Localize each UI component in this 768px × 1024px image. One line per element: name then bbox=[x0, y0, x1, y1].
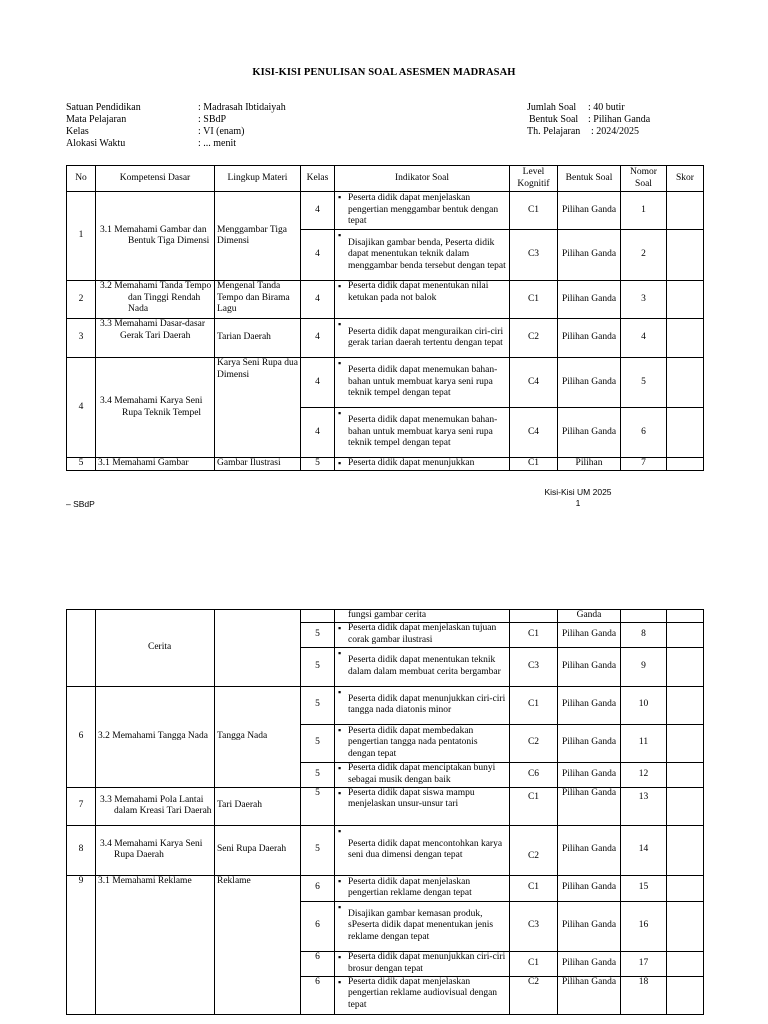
info-value: : Madrasah Ibtidaiyah bbox=[198, 102, 286, 113]
cell-lm: Mengenal Tanda Tempo dan Birama Lagu bbox=[215, 281, 301, 319]
cell-kd: 3.4 Memahami Karya Seni Rupa Daerah bbox=[96, 825, 215, 875]
cell-skor bbox=[667, 825, 704, 875]
table-row bbox=[67, 358, 704, 408]
cell-indikator: ▪ Peserta didik dapat menunjukkan ciri-ciri brosur dengan tepat bbox=[335, 951, 510, 976]
cell-level: C3 bbox=[510, 647, 558, 686]
cell-nomor: 16 bbox=[621, 901, 667, 951]
cell-nomor: 11 bbox=[621, 724, 667, 762]
cell-indikator: ▪ Peserta didik dapat menguraikan ciri-ciri gerak tarian daerah tertentu dengan tepat bbox=[335, 319, 510, 358]
table-row bbox=[67, 787, 704, 825]
table-header-row bbox=[67, 166, 704, 192]
cell-kelas bbox=[301, 610, 335, 623]
cell-kelas: 6 bbox=[301, 976, 335, 1014]
cell-indikator: ▪ Peserta didik dapat menentukan nilai ketukan pada not balok bbox=[335, 281, 510, 319]
cell-nomor: 13 bbox=[621, 787, 667, 825]
cell-nomor: 7 bbox=[621, 458, 667, 471]
kisi-table-page1 bbox=[66, 165, 704, 471]
cell-skor bbox=[667, 901, 704, 951]
document-title: KISI-KISI PENULISAN SOAL ASESMEN MADRASAH bbox=[252, 67, 516, 78]
cell-bentuk: Pilihan Ganda bbox=[558, 230, 621, 281]
cell-level: C1 bbox=[510, 192, 558, 230]
cell-bentuk: Pilihan bbox=[558, 458, 621, 471]
cell-level: C3 bbox=[510, 901, 558, 951]
footer-doc: Kisi-Kisi UM 2025 bbox=[544, 487, 612, 497]
cell-no: 2 bbox=[67, 281, 96, 319]
cell-kelas: 5 bbox=[301, 762, 335, 787]
cell-nomor: 3 bbox=[621, 281, 667, 319]
cell-indikator: ▪ Peserta didik dapat siswa mampu menjelaskan unsur-unsur tari bbox=[335, 787, 510, 825]
cell-bentuk: Pilihan Ganda bbox=[558, 724, 621, 762]
cell-skor bbox=[667, 358, 704, 408]
cell-lm: Tarian Daerah bbox=[215, 319, 301, 358]
cell-indikator: ▪ Peserta didik dapat menentukan teknik dalam dalam membuat cerita bergambar bbox=[335, 647, 510, 686]
cell-bentuk: Ganda bbox=[558, 610, 621, 623]
header-kelas: Kelas bbox=[301, 166, 335, 192]
table-row bbox=[67, 458, 704, 471]
cell-level: C2 bbox=[510, 319, 558, 358]
cell-indikator: ▪ Peserta didik dapat menemukan bahan-bahan untuk membuat karya seni rupa teknik tempel dengan tepat bbox=[335, 358, 510, 408]
cell-indikator: ▪ Peserta didik dapat menunjukkan ciri-ciri tangga nada diatonis minor bbox=[335, 686, 510, 724]
cell-bentuk: Pilihan Ganda bbox=[558, 875, 621, 901]
cell-bentuk: Pilihan Ganda bbox=[558, 762, 621, 787]
cell-bentuk: Pilihan Ganda bbox=[558, 787, 621, 825]
table-row bbox=[67, 319, 704, 358]
table-row bbox=[67, 686, 704, 724]
info-value: : SBdP bbox=[198, 114, 227, 125]
cell-kelas: 5 bbox=[301, 622, 335, 647]
table-row bbox=[67, 192, 704, 230]
cell-skor bbox=[667, 787, 704, 825]
footer-subject: – SBdP bbox=[66, 499, 95, 509]
info-row-bentuk bbox=[527, 114, 650, 126]
cell-kelas: 5 bbox=[301, 724, 335, 762]
info-value: : 2024/2025 bbox=[591, 126, 640, 137]
cell-skor bbox=[667, 610, 704, 623]
info-row-alokasi bbox=[66, 138, 286, 150]
cell-kelas: 5 bbox=[301, 787, 335, 825]
cell-nomor: 10 bbox=[621, 686, 667, 724]
cell-nomor: 9 bbox=[621, 647, 667, 686]
table-row bbox=[67, 825, 704, 875]
cell-kd: 3.3 Memahami Pola Lantai dalam Kreasi Tari Daerah bbox=[96, 787, 215, 825]
cell-bentuk: Pilihan Ganda bbox=[558, 825, 621, 875]
cell-kelas: 4 bbox=[301, 319, 335, 358]
cell-indikator: ▪ Peserta didik dapat menemukan bahan-bahan untuk membuat karya seni rupa teknik tempel dengan tepat bbox=[335, 408, 510, 458]
cell-no: 5 bbox=[67, 458, 96, 471]
cell-no bbox=[67, 610, 96, 687]
cell-kd: 3.2 Memahami Tangga Nada bbox=[96, 686, 215, 787]
info-label: Th. Pelajaran bbox=[527, 126, 581, 137]
cell-skor bbox=[667, 622, 704, 647]
cell-kd: 3.1 Memahami Gambar bbox=[96, 458, 215, 471]
info-label: Satuan Pendidikan bbox=[66, 102, 141, 113]
cell-bentuk: Pilihan Ganda bbox=[558, 358, 621, 408]
table-row bbox=[67, 281, 704, 319]
info-label: Mata Pelajaran bbox=[66, 114, 127, 125]
cell-indikator: ▪ Peserta didik dapat mencontohkan karya seni dua dimensi dengan tepat bbox=[335, 825, 510, 875]
cell-kelas: 5 bbox=[301, 825, 335, 875]
cell-kd: Cerita bbox=[96, 610, 215, 687]
cell-skor bbox=[667, 976, 704, 1014]
cell-indikator: ▪ Peserta didik dapat menjelaskan pengertian menggambar bentuk dengan tepat bbox=[335, 192, 510, 230]
cell-level: C1 bbox=[510, 787, 558, 825]
cell-skor bbox=[667, 281, 704, 319]
cell-bentuk: Pilihan Ganda bbox=[558, 622, 621, 647]
info-row-satuan bbox=[66, 102, 286, 114]
cell-kd: 3.3 Memahami Dasar-dasar Gerak Tari Daerah bbox=[96, 319, 215, 358]
cell-no: 3 bbox=[67, 319, 96, 358]
info-row-tahun bbox=[527, 126, 650, 138]
cell-kelas: 4 bbox=[301, 358, 335, 408]
cell-nomor: 1 bbox=[621, 192, 667, 230]
cell-lm: Gambar Ilustrasi bbox=[215, 458, 301, 471]
cell-nomor: 14 bbox=[621, 825, 667, 875]
cell-indikator: ▪ Disajikan gambar benda, Peserta didik dapat menentukan teknik dalam menggambar benda tersebut dengan tepat bbox=[335, 230, 510, 281]
cell-lm: Seni Rupa Daerah bbox=[215, 825, 301, 875]
info-value: : ... menit bbox=[198, 138, 237, 149]
cell-kelas: 6 bbox=[301, 951, 335, 976]
cell-bentuk: Pilihan Ganda bbox=[558, 976, 621, 1014]
cell-level: C1 bbox=[510, 951, 558, 976]
info-right bbox=[527, 102, 650, 138]
info-label: Kelas bbox=[66, 126, 89, 137]
footer-page-number: 1 bbox=[575, 498, 581, 508]
cell-nomor: 15 bbox=[621, 875, 667, 901]
cell-bentuk: Pilihan Ganda bbox=[558, 951, 621, 976]
cell-kelas: 6 bbox=[301, 875, 335, 901]
cell-no: 4 bbox=[67, 358, 96, 458]
cell-no: 1 bbox=[67, 192, 96, 281]
cell-level: C1 bbox=[510, 281, 558, 319]
cell-skor bbox=[667, 192, 704, 230]
cell-skor bbox=[667, 686, 704, 724]
cell-level: C1 bbox=[510, 686, 558, 724]
cell-nomor: 18 bbox=[621, 976, 667, 1014]
cell-kd: 3.4 Memahami Karya Seni Rupa Teknik Tempel bbox=[96, 358, 215, 458]
info-value: : Pilihan Ganda bbox=[588, 114, 651, 125]
info-left bbox=[66, 102, 286, 150]
cell-lm: Reklame bbox=[215, 875, 301, 1014]
cell-no: 9 bbox=[67, 875, 96, 1014]
table-row bbox=[67, 610, 704, 623]
info-row-mapel bbox=[66, 114, 286, 126]
header-bentuk: Bentuk Soal bbox=[558, 166, 621, 192]
cell-kelas: 6 bbox=[301, 901, 335, 951]
cell-skor bbox=[667, 230, 704, 281]
cell-level: C2 bbox=[510, 825, 558, 875]
header-lm: Lingkup Materi bbox=[215, 166, 301, 192]
cell-level: C1 bbox=[510, 458, 558, 471]
cell-level: C2 bbox=[510, 976, 558, 1014]
cell-kelas: 4 bbox=[301, 230, 335, 281]
cell-kd: 3.1 Memahami Reklame bbox=[96, 875, 215, 1014]
cell-level bbox=[510, 610, 558, 623]
cell-level: C4 bbox=[510, 408, 558, 458]
cell-skor bbox=[667, 875, 704, 901]
cell-level: C6 bbox=[510, 762, 558, 787]
cell-lm: Tari Daerah bbox=[215, 787, 301, 825]
cell-lm bbox=[215, 610, 301, 687]
cell-bentuk: Pilihan Ganda bbox=[558, 408, 621, 458]
cell-level: C1 bbox=[510, 622, 558, 647]
cell-nomor: 4 bbox=[621, 319, 667, 358]
header-no: No bbox=[67, 166, 96, 192]
cell-no: 8 bbox=[67, 825, 96, 875]
cell-bentuk: Pilihan Ganda bbox=[558, 319, 621, 358]
cell-skor bbox=[667, 724, 704, 762]
info-label: Jumlah Soal bbox=[527, 102, 577, 113]
info-row-jumlah bbox=[527, 102, 650, 114]
cell-indikator: ▪ Peserta didik dapat menjelaskan pengertian reklame audiovisual dengan tepat bbox=[335, 976, 510, 1014]
cell-kelas: 4 bbox=[301, 408, 335, 458]
cell-skor bbox=[667, 458, 704, 471]
cell-nomor: 12 bbox=[621, 762, 667, 787]
info-value: : VI (enam) bbox=[198, 126, 245, 137]
cell-skor bbox=[667, 951, 704, 976]
cell-bentuk: Pilihan Ganda bbox=[558, 901, 621, 951]
cell-skor bbox=[667, 762, 704, 787]
cell-lm: Karya Seni Rupa dua Dimensi bbox=[215, 358, 301, 458]
info-label: Alokasi Waktu bbox=[66, 138, 126, 149]
cell-kelas: 5 bbox=[301, 686, 335, 724]
header-skor: Skor bbox=[667, 166, 704, 192]
cell-level: C3 bbox=[510, 230, 558, 281]
cell-bentuk: Pilihan Ganda bbox=[558, 647, 621, 686]
cell-kd: 3.1 Memahami Gambar dan Bentuk Tiga Dimensi bbox=[96, 192, 215, 281]
cell-indikator: fungsi gambar cerita bbox=[335, 610, 510, 623]
header-nomor: Nomor Soal bbox=[621, 166, 667, 192]
cell-bentuk: Pilihan Ganda bbox=[558, 281, 621, 319]
cell-indikator: ▪ Disajikan gambar kemasan produk, sPeserta didik dapat menentukan jenis reklame dengan tepat bbox=[335, 901, 510, 951]
cell-skor bbox=[667, 647, 704, 686]
cell-nomor: 6 bbox=[621, 408, 667, 458]
cell-level: C2 bbox=[510, 724, 558, 762]
cell-kelas: 4 bbox=[301, 281, 335, 319]
cell-lm: Tangga Nada bbox=[215, 686, 301, 787]
cell-indikator: ▪ Peserta didik dapat menciptakan bunyi sebagai musik dengan baik bbox=[335, 762, 510, 787]
info-label: Bentuk Soal bbox=[529, 114, 579, 125]
footer-doc-name bbox=[539, 487, 617, 509]
cell-indikator: ▪ Peserta didik dapat menjelaskan tujuan corak gambar ilustrasi bbox=[335, 622, 510, 647]
header-kd: Kompetensi Dasar bbox=[96, 166, 215, 192]
cell-no: 7 bbox=[67, 787, 96, 825]
cell-nomor: 5 bbox=[621, 358, 667, 408]
table-row bbox=[67, 875, 704, 901]
kisi-table-page2 bbox=[66, 609, 704, 1015]
cell-indikator: ▪ Peserta didik dapat membedakan pengertian tangga nada pentatonis dengan tepat bbox=[335, 724, 510, 762]
cell-kd: 3.2 Memahami Tanda Tempo dan Tinggi Rendah Nada bbox=[96, 281, 215, 319]
cell-nomor: 8 bbox=[621, 622, 667, 647]
cell-kelas: 5 bbox=[301, 647, 335, 686]
info-value: : 40 butir bbox=[588, 102, 625, 113]
cell-bentuk: Pilihan Ganda bbox=[558, 686, 621, 724]
header-level: Level Kognitif bbox=[510, 166, 558, 192]
header-indikator: Indikator Soal bbox=[335, 166, 510, 192]
cell-indikator: ▪ Peserta didik dapat menunjukkan bbox=[335, 458, 510, 471]
cell-nomor: 17 bbox=[621, 951, 667, 976]
cell-nomor bbox=[621, 610, 667, 623]
cell-bentuk: Pilihan Ganda bbox=[558, 192, 621, 230]
cell-nomor: 2 bbox=[621, 230, 667, 281]
cell-kelas: 4 bbox=[301, 192, 335, 230]
cell-no: 6 bbox=[67, 686, 96, 787]
cell-skor bbox=[667, 408, 704, 458]
info-row-kelas bbox=[66, 126, 286, 138]
cell-level: C4 bbox=[510, 358, 558, 408]
cell-skor bbox=[667, 319, 704, 358]
cell-indikator: ▪ Peserta didik dapat menjelaskan pengertian reklame dengan tepat bbox=[335, 875, 510, 901]
cell-kelas: 5 bbox=[301, 458, 335, 471]
cell-level: C1 bbox=[510, 875, 558, 901]
cell-lm: Menggambar Tiga Dimensi bbox=[215, 192, 301, 281]
